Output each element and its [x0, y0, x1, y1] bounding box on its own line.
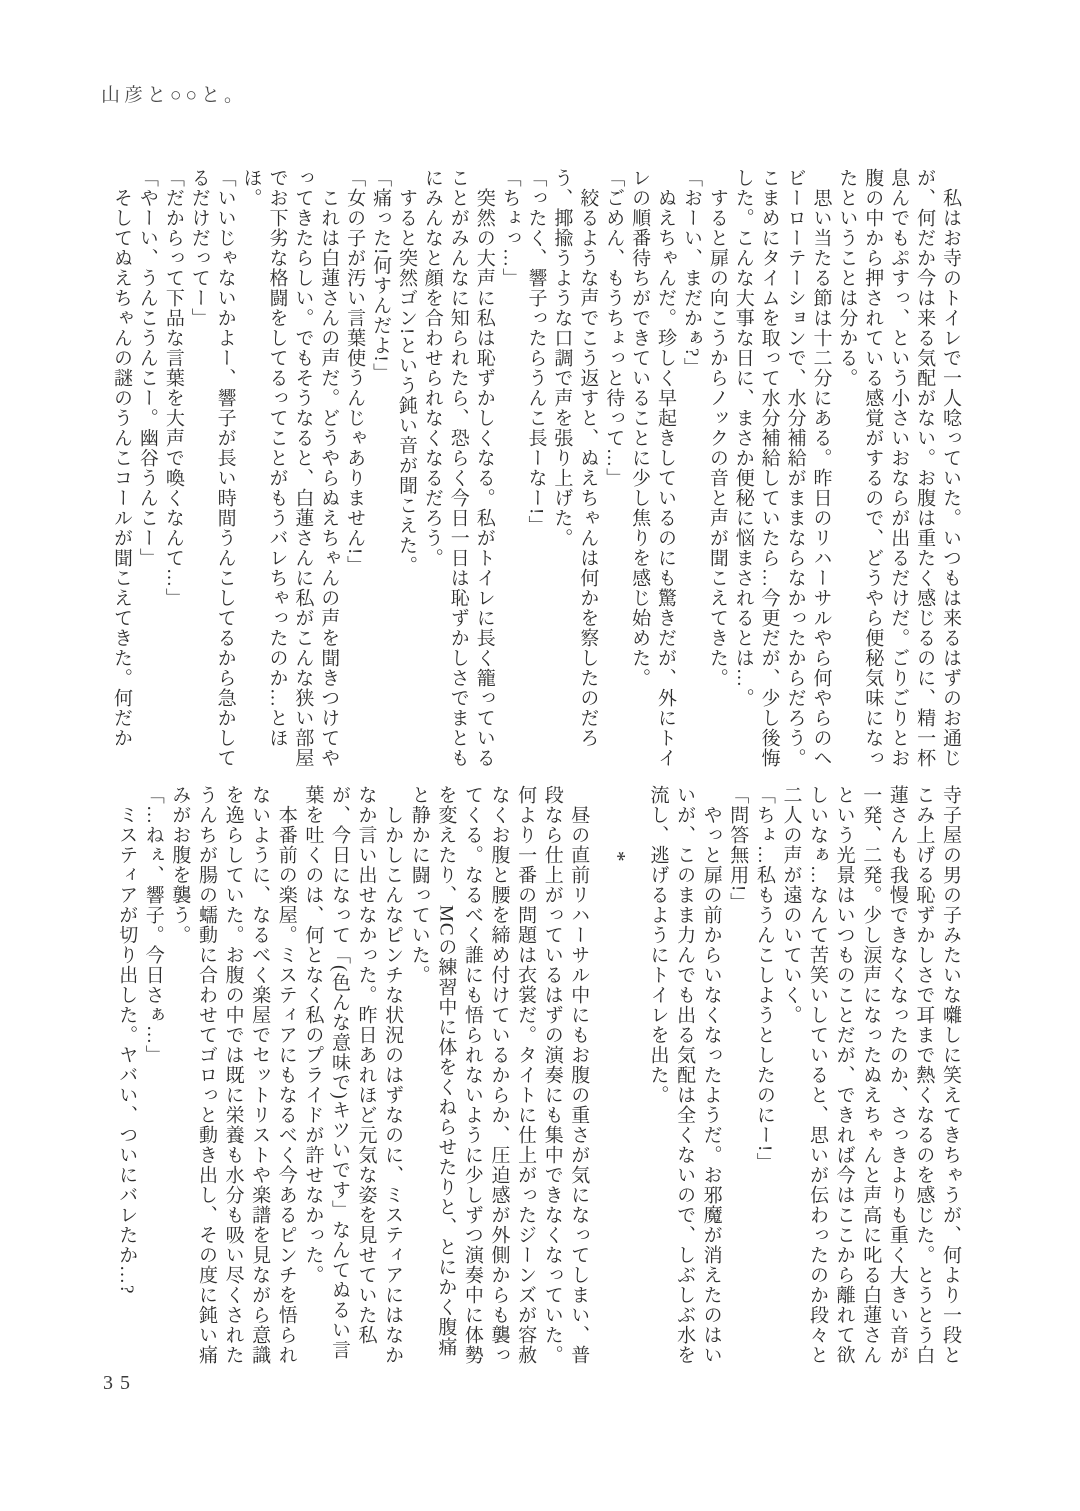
paragraph: やっと扉の前からいなくなったようだ。お邪魔が消えたのはいいが、このまま力んでも出る気配は全くないので、しぶしぶ水を流し、逃げるようにトイレを出た。: [647, 785, 722, 1365]
paragraph: ミスティアが切り出した。ヤバい、ついにバレたか…?: [116, 785, 138, 1295]
page-number: 35: [103, 1372, 137, 1394]
paragraph: 絞るような声でこう返すと、ぬえちゃんは何かを察したのだろう、揶揄うような口調で声を張り上げた。: [551, 168, 599, 748]
paragraph: 思い当たる節は十二分にある。昨日のリハーサルやら何やらのヘビーローテーションで、水分補給がままならなかったからだろう。こまめにタイムを取って水分補給していたら…今更だが、少し後悔した。こんな大事な日に、まさか便秘に悩まされるとは…。: [732, 168, 832, 768]
paragraph: 「やーい、うんこうんこー。幽谷うんこー」: [136, 168, 158, 568]
paragraph: すると突然ゴン!という鈍い音が聞こえた。: [395, 168, 417, 576]
paragraph: しかしこんなピンチな状況のはずなのに、ミスティアにはなかなか言い出せなかった。昨日あれほど元気な姿を見せていた私が、今日になって「(色んな意味で)キツいです」なんてぬるい言葉を吐くのは、何となく私のプライドが許せなかった。: [302, 785, 404, 1365]
paragraph: 本番前の楽屋。ミスティアにもなるべく今あるピンチを悟られないように、なるべく楽屋でセットリストや楽譜を見ながら意識を逸らしていた。お腹の中では既に栄養も水分も吸い尽くされたうんちが腸の蠕動に合わせてゴロっと動き出し、その度に鈍い痛みがお腹を襲う。: [169, 785, 297, 1365]
text-block-lower: [63, 785, 963, 1369]
paragraph: そしてぬえちゃんの謎のうんこコールが聞こえてきた。何だか: [111, 168, 132, 748]
page-header-title: 山彦と○○と。: [101, 85, 247, 106]
paragraph: 「いいじゃないかよー、響子が長い時間うんこしてるから急かしてるだけだってー」: [188, 168, 236, 768]
section-separator: *: [605, 851, 630, 863]
paragraph: 昼の直前リハーサル中にもお腹の重さが気になってしまい、普段なら仕上がっているはずの演奏にも集中できなくなっていた。何より一番の問題は衣裳だ。タイトに仕上がったジーンズが容赦なくお腹と腰を締め付けているからか、圧迫感が外側からも襲ってくる。なるべく誰にも悟られないように少しずつ演奏中に体勢を変えたり、MCの練習中に体をくねらせたりと、とにかく腹痛と静かに闘っていた。: [408, 785, 590, 1365]
text-block-upper: [63, 168, 963, 770]
paragraph: ぬえちゃんだ。珍しく早起きしているのにも驚きだが、外にトイレの順番待ちができていることに少し焦りを感じ始めた。: [629, 168, 677, 768]
paragraph: 「ちょっ…」: [499, 168, 521, 288]
paragraph: 私はお寺のトイレで一人唸っていた。いつもは来るはずのお通じが、何だか今は来る気配がない。お腹は重たく感じるのに、精一杯息んでもぷすっ、という小さいおならが出るだけだ。ごりごりとお腹の中から押されている感覚がするので、どうやら便秘気味になったということは分かる。: [836, 168, 961, 768]
paragraph: 「だからって下品な言葉を大声で喚くなんて…」: [162, 168, 184, 608]
paragraph: 寺子屋の男の子みたいな囃しに笑えてきちゃうが、何より一段とこみ上げる恥ずかしさで耳まで熱くなるのを感じた。とうとう白蓮さんも我慢できなくなったのか、さっきよりも重く大きい音が一発、二発。少し涙声になったぬえちゃんと声高に叱る白蓮さんという光景はいつものことだが、できれば今はここから離れて欲しいなぁ…なんて苦笑いしていると、思いが伝わったのか段々と二人の声が遠のいていく。: [780, 785, 961, 1365]
paragraph: これは白蓮さんの声だ。どうやらぬえちゃんの声を聞きつけてやってきたらしい。でもそうなると、白蓮さんに私がこんな狭い部屋でお下劣な格闘をしてるってことがもうバレちゃったのか…とほほ。: [240, 168, 340, 768]
paragraph: 「…ねぇ、響子。今日さぁ…」: [142, 785, 164, 1065]
paragraph: 「女の子が汚い言葉使うんじゃありません!」: [344, 168, 366, 576]
paragraph: 「ったく、響子ったらうんこ長ーなー!」: [525, 168, 547, 536]
paragraph: 「痛った!何すんだよ!」: [370, 168, 392, 383]
paragraph: 突然の大声に私は恥ずかしくなる。私がトイレに長く籠っていることがみんなに知られたら、恐らく今日一日は恥ずかしさでまともにみんなと顔を合わせられなくなるだろう。: [421, 168, 495, 768]
paragraph: 「おーい、まだかぁ?」: [680, 168, 702, 378]
paragraph: 「ちょ…私もうんこしようとしたのにー!」: [753, 785, 775, 1173]
paragraph: 「ごめん、もうちょっと待って…」: [603, 168, 625, 488]
paragraph: 「問答無用!」: [727, 785, 749, 913]
paragraph: すると扉の向こうからノックの音と声が聞こえてきた。: [706, 168, 728, 688]
